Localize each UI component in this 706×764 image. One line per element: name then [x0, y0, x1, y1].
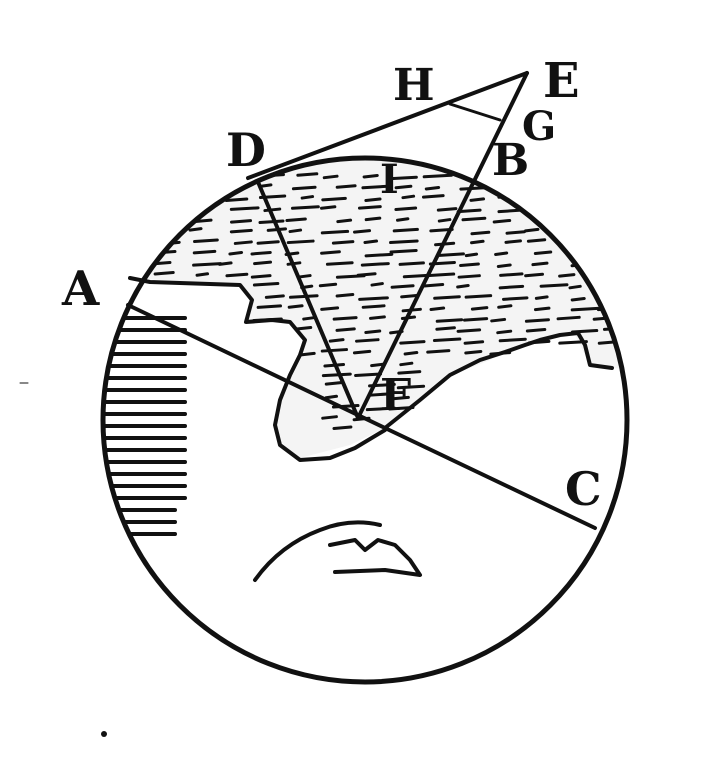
- hatch-stroke: [166, 186, 180, 188]
- hatch-stroke: [499, 210, 521, 212]
- hatch-stroke: [605, 262, 623, 264]
- hatch-stroke: [527, 330, 544, 332]
- hatch-stroke: [363, 306, 384, 308]
- hatch-stroke: [637, 196, 654, 198]
- hatch-stroke: [592, 276, 613, 278]
- hatch-stroke: [394, 229, 417, 231]
- hatch-stroke: [629, 232, 650, 234]
- hatch-stroke: [226, 199, 247, 201]
- hatch-stroke: [627, 177, 641, 179]
- arc-G: [450, 104, 500, 120]
- hatch-stroke: [640, 286, 664, 288]
- hatch-stroke: [288, 241, 313, 243]
- hatch-stroke: [323, 417, 337, 419]
- hatch-stroke: [500, 286, 522, 288]
- hatch-stroke: [254, 284, 277, 286]
- hatch-stroke: [302, 197, 312, 199]
- hatch-stroke: [594, 196, 604, 198]
- hatch-stroke: [337, 329, 354, 331]
- hatch-stroke: [360, 298, 388, 300]
- hatch-stroke: [526, 274, 543, 276]
- hatch-stroke: [366, 331, 380, 333]
- hatch-stroke: [359, 207, 380, 209]
- hatch-stroke: [320, 284, 335, 286]
- hatch-stroke: [429, 274, 453, 276]
- hatch-stroke: [639, 186, 666, 188]
- hatch-stroke: [637, 340, 655, 342]
- hatch-stroke: [560, 275, 574, 277]
- hatch-stroke: [405, 353, 417, 355]
- hatch-stroke: [260, 221, 283, 223]
- hatch-stroke: [506, 241, 520, 243]
- hatch-stroke: [333, 242, 352, 244]
- hatch-stroke: [533, 196, 549, 198]
- hatch-stroke: [466, 254, 476, 256]
- hatch-stroke: [535, 308, 548, 310]
- hatch-stroke: [220, 263, 231, 265]
- hatch-stroke: [431, 308, 444, 310]
- label-E: E: [543, 53, 580, 109]
- hatch-stroke: [471, 199, 484, 201]
- hatch-stroke: [304, 318, 315, 320]
- label-G: G: [522, 103, 557, 150]
- hatch-stroke: [494, 220, 509, 222]
- hatch-stroke: [326, 396, 336, 398]
- hatch-stroke: [290, 230, 301, 232]
- hatch-stroke: [437, 328, 455, 330]
- hatch-stroke: [366, 218, 380, 220]
- hatch-stroke: [463, 218, 485, 220]
- hatch-stroke: [542, 175, 556, 177]
- hatch-stroke: [631, 331, 652, 333]
- label-A: A: [62, 261, 100, 317]
- hatch-stroke: [532, 210, 558, 212]
- hatch-stroke: [258, 306, 280, 308]
- hatch-stroke: [323, 374, 350, 376]
- hatch-stroke: [558, 317, 579, 319]
- hatch-stroke: [439, 220, 450, 222]
- hatch-stroke: [155, 273, 173, 275]
- hatch-stroke: [424, 175, 451, 177]
- hatch-stroke: [371, 317, 385, 319]
- hatch-stroke: [501, 274, 522, 276]
- hatch-stroke: [357, 340, 379, 342]
- hatch-stroke: [195, 186, 219, 188]
- hatch-stroke: [152, 208, 169, 210]
- hatch-stroke: [434, 339, 459, 341]
- hatch-stroke: [190, 229, 201, 231]
- hatch-stroke: [600, 296, 617, 298]
- hatch-stroke: [366, 254, 392, 256]
- mountain-peaks: [330, 540, 420, 575]
- hatch-stroke: [334, 427, 351, 429]
- hatch-stroke: [458, 330, 480, 332]
- hatch-stroke: [322, 231, 347, 233]
- hatch-stroke: [628, 218, 647, 220]
- hatch-stroke: [472, 232, 489, 234]
- hatch-stroke: [603, 242, 614, 244]
- hatch-stroke: [266, 296, 283, 298]
- hatch-stroke: [465, 342, 483, 344]
- hatch-stroke: [235, 242, 251, 244]
- label-I: I: [380, 156, 399, 203]
- hatch-stroke: [194, 251, 215, 253]
- hatch-stroke: [536, 297, 547, 299]
- hatch-stroke: [252, 276, 270, 278]
- hatch-stroke: [258, 242, 278, 244]
- hatch-stroke: [292, 207, 318, 209]
- hatch-stroke: [192, 196, 220, 198]
- hatch-stroke: [401, 342, 424, 344]
- hatch-stroke: [365, 241, 377, 243]
- hatch-stroke: [322, 308, 338, 310]
- hatch-stroke: [564, 243, 589, 245]
- hatch-stroke: [458, 285, 469, 287]
- hatch-stroke: [526, 229, 538, 231]
- hatch-stroke: [355, 231, 370, 233]
- hatch-stroke: [323, 198, 346, 200]
- hatch-stroke: [562, 197, 586, 199]
- hatch-stroke: [426, 187, 438, 189]
- hatch-stroke: [366, 199, 380, 201]
- hatch-stroke: [507, 232, 524, 234]
- stray-dot: [101, 731, 107, 737]
- hatch-stroke: [194, 264, 221, 266]
- hatch-stroke: [159, 176, 171, 178]
- hatch-stroke: [461, 264, 479, 266]
- hatch-stroke: [606, 210, 626, 212]
- hatch-stroke: [391, 251, 416, 253]
- hatch-stroke: [337, 186, 355, 188]
- hatch-stroke: [403, 196, 414, 198]
- hatch-stroke: [634, 240, 653, 242]
- hatch-stroke: [364, 175, 377, 177]
- hatch-stroke: [594, 285, 613, 287]
- hatch-stroke: [533, 263, 547, 265]
- hatch-stroke: [568, 175, 581, 177]
- hatch-stroke: [428, 351, 449, 353]
- hatch-stroke: [424, 285, 443, 287]
- hatch-stroke: [630, 251, 646, 253]
- hatch-stroke: [466, 351, 481, 353]
- hatch-stroke: [575, 253, 588, 255]
- hatch-stroke: [150, 197, 171, 199]
- label-F: F: [380, 370, 412, 421]
- hatch-stroke: [528, 240, 544, 242]
- hatch-stroke: [324, 176, 337, 178]
- hatch-stroke: [297, 328, 311, 330]
- hatch-stroke: [640, 309, 663, 311]
- hatch-stroke: [630, 273, 657, 275]
- hatch-stroke: [231, 230, 251, 232]
- hatch-stroke: [158, 218, 186, 220]
- hatch-stroke: [629, 296, 644, 298]
- hatch-stroke: [572, 308, 598, 310]
- hatch-stroke: [435, 297, 460, 299]
- hatch-stroke: [396, 208, 416, 210]
- hatch-stroke: [472, 241, 484, 243]
- hatch-stroke: [298, 174, 317, 176]
- hatch-stroke: [188, 175, 207, 177]
- hatch-stroke: [604, 253, 614, 255]
- hatch-stroke: [400, 263, 423, 265]
- hatch-stroke: [438, 209, 456, 211]
- hatch-stroke: [255, 262, 271, 264]
- hatch-stroke: [504, 298, 527, 300]
- hatch-stroke: [541, 285, 567, 287]
- hatch-stroke: [354, 351, 369, 353]
- hatch-stroke: [526, 320, 548, 322]
- hatch-stroke: [322, 350, 346, 352]
- hatch-stroke: [571, 231, 598, 233]
- hatch-stroke: [606, 175, 622, 177]
- hatch-stroke: [330, 340, 343, 342]
- hatch-stroke: [301, 353, 314, 355]
- hatch-stroke: [289, 306, 302, 308]
- hatch-stroke: [498, 331, 511, 333]
- hatch-stroke: [287, 219, 305, 221]
- label-B: B: [492, 135, 530, 186]
- hatch-stroke: [392, 286, 413, 288]
- hatch-stroke: [492, 319, 505, 321]
- label-D: D: [226, 123, 266, 177]
- hatch-stroke: [644, 209, 669, 211]
- hatch-stroke: [401, 363, 412, 365]
- hatch-stroke: [600, 221, 620, 223]
- hatch-stroke: [290, 296, 317, 298]
- hatch-stroke: [358, 274, 375, 276]
- hatch-stroke: [558, 186, 574, 188]
- hatch-stroke: [537, 187, 557, 189]
- hatch-stroke: [570, 286, 580, 288]
- hatch-stroke: [293, 187, 315, 189]
- hatch-stroke: [573, 218, 589, 220]
- hatch-stroke: [472, 308, 486, 310]
- label-H: H: [393, 60, 435, 111]
- hatch-stroke: [535, 252, 550, 254]
- hatch-stroke: [252, 252, 270, 254]
- hatch-stroke: [466, 296, 491, 298]
- hatch-stroke: [540, 220, 557, 222]
- hatch-stroke: [227, 274, 247, 276]
- hatch-stroke: [195, 240, 218, 242]
- hatch-stroke: [327, 263, 352, 265]
- hatch-stroke: [459, 276, 479, 278]
- hatch-stroke: [498, 265, 510, 267]
- hatch-stroke: [232, 221, 251, 223]
- hatch-stroke: [219, 177, 240, 179]
- hatch-stroke: [372, 284, 382, 286]
- hatch-stroke: [231, 208, 258, 210]
- hatch-stroke: [500, 339, 525, 341]
- hatch-stroke: [565, 208, 588, 210]
- hatch-stroke: [440, 254, 464, 256]
- hatch-stroke: [642, 319, 661, 321]
- upper-sea-region: [100, 150, 640, 458]
- hatch-stroke: [334, 318, 356, 320]
- hatch-stroke: [321, 207, 334, 209]
- hatch-stroke: [337, 295, 353, 297]
- hatch-stroke: [640, 262, 657, 264]
- hatch-stroke: [437, 320, 461, 322]
- hatch-stroke: [596, 186, 618, 188]
- hatch-stroke: [572, 298, 584, 300]
- hatch-stroke: [362, 264, 388, 266]
- hatch-stroke: [322, 252, 340, 254]
- line-F-C: [385, 428, 595, 528]
- hatch-stroke: [397, 219, 407, 221]
- hatch-stroke: [507, 188, 532, 190]
- hatch-stroke: [265, 209, 280, 211]
- hatch-stroke: [597, 230, 613, 232]
- hatch-stroke: [338, 220, 351, 222]
- hatch-stroke: [499, 306, 511, 308]
- hatch-stroke: [464, 319, 486, 321]
- hatch-stroke: [423, 196, 443, 198]
- label-C: C: [565, 462, 602, 516]
- hatch-stroke: [197, 274, 208, 276]
- hatch-stroke: [230, 252, 242, 254]
- hatch-stroke: [184, 210, 202, 212]
- hatch-stroke: [496, 253, 507, 255]
- hatch-stroke: [155, 230, 174, 232]
- hatch-stroke: [391, 241, 418, 243]
- hatch-stroke: [326, 383, 341, 385]
